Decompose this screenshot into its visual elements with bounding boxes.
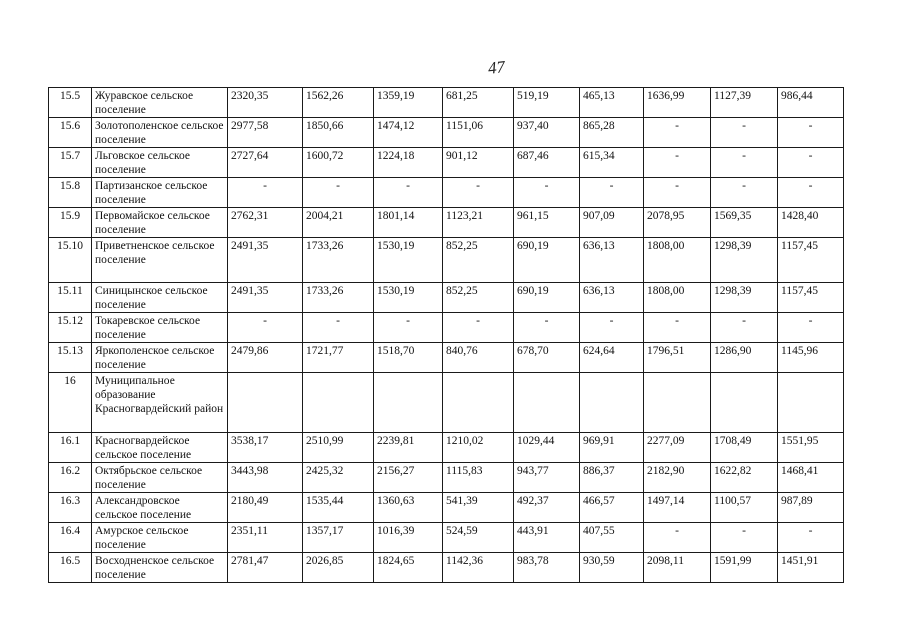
value-cell: 492,37 [514, 493, 580, 523]
value-cell: - [228, 313, 303, 343]
value-cell: 1298,39 [711, 283, 778, 313]
value-cell: 886,37 [580, 463, 644, 493]
value-cell: 624,64 [580, 343, 644, 373]
value-cell: 2026,85 [303, 553, 374, 583]
row-number: 16.3 [49, 493, 92, 523]
value-cell: 1224,18 [374, 148, 443, 178]
settlement-name: Токаревское сельское поселение [92, 313, 228, 343]
value-cell: 961,15 [514, 208, 580, 238]
value-cell: 2182,90 [644, 463, 711, 493]
table-row [49, 283, 844, 313]
table-row [49, 238, 844, 283]
value-cell: 1151,06 [443, 118, 514, 148]
value-cell: - [580, 313, 644, 343]
value-cell: 1535,44 [303, 493, 374, 523]
value-cell: - [644, 523, 711, 553]
value-cell: 1123,21 [443, 208, 514, 238]
value-cell: - [514, 313, 580, 343]
value-cell: 636,13 [580, 283, 644, 313]
value-cell: 943,77 [514, 463, 580, 493]
settlement-name: Партизанское сельское поселение [92, 178, 228, 208]
value-cell: 1468,41 [778, 463, 844, 493]
row-number: 15.9 [49, 208, 92, 238]
value-cell: - [711, 313, 778, 343]
value-cell: 2510,99 [303, 433, 374, 463]
value-cell: 2977,58 [228, 118, 303, 148]
value-cell: 2425,32 [303, 463, 374, 493]
value-cell: 1029,44 [514, 433, 580, 463]
value-cell: 1127,39 [711, 88, 778, 118]
value-cell: 840,76 [443, 343, 514, 373]
value-cell: 1721,77 [303, 343, 374, 373]
settlement-name: Яркополенское сельское поселение [92, 343, 228, 373]
row-number: 16.5 [49, 553, 92, 583]
value-cell: - [778, 523, 844, 553]
table-row [49, 373, 844, 433]
value-cell: 852,25 [443, 238, 514, 283]
settlement-name: Красногвардейское сельское поселение [92, 433, 228, 463]
row-number: 16.2 [49, 463, 92, 493]
row-number: 15.7 [49, 148, 92, 178]
value-cell: 865,28 [580, 118, 644, 148]
value-cell: 3538,17 [228, 433, 303, 463]
value-cell: 443,91 [514, 523, 580, 553]
value-cell [644, 373, 711, 433]
value-cell: 937,40 [514, 118, 580, 148]
table-row [49, 523, 844, 553]
row-number: 15.12 [49, 313, 92, 343]
value-cell: 2762,31 [228, 208, 303, 238]
value-cell: 2078,95 [644, 208, 711, 238]
value-cell: 3443,98 [228, 463, 303, 493]
value-cell: - [711, 523, 778, 553]
value-cell: - [711, 148, 778, 178]
value-cell: 466,57 [580, 493, 644, 523]
value-cell: 541,39 [443, 493, 514, 523]
table-row [49, 148, 844, 178]
value-cell: 930,59 [580, 553, 644, 583]
value-cell: - [711, 118, 778, 148]
value-cell: 465,13 [580, 88, 644, 118]
value-cell: 2004,21 [303, 208, 374, 238]
value-cell: 1801,14 [374, 208, 443, 238]
row-number: 15.8 [49, 178, 92, 208]
value-cell [778, 373, 844, 433]
row-number: 16.4 [49, 523, 92, 553]
table-row [49, 493, 844, 523]
table-row [49, 88, 844, 118]
value-cell: - [711, 178, 778, 208]
settlement-name: Приветненское сельское поселение [92, 238, 228, 283]
value-cell: 1145,96 [778, 343, 844, 373]
value-cell [374, 373, 443, 433]
settlement-name: Амурское сельское поселение [92, 523, 228, 553]
row-number: 15.6 [49, 118, 92, 148]
row-number: 15.10 [49, 238, 92, 283]
value-cell: 1016,39 [374, 523, 443, 553]
value-cell: 1210,02 [443, 433, 514, 463]
value-cell: 1298,39 [711, 238, 778, 283]
value-cell: 969,91 [580, 433, 644, 463]
value-cell: 1850,66 [303, 118, 374, 148]
value-cell: 852,25 [443, 283, 514, 313]
value-cell: 2277,09 [644, 433, 711, 463]
settlement-name: Синицынское сельское поселение [92, 283, 228, 313]
value-cell [580, 373, 644, 433]
value-cell: 2727,64 [228, 148, 303, 178]
value-cell: 1796,51 [644, 343, 711, 373]
value-cell: 1708,49 [711, 433, 778, 463]
table-row [49, 208, 844, 238]
value-cell: 1569,35 [711, 208, 778, 238]
value-cell: 1359,19 [374, 88, 443, 118]
value-cell: 2351,11 [228, 523, 303, 553]
value-cell: 1518,70 [374, 343, 443, 373]
table-row [49, 553, 844, 583]
value-cell: 901,12 [443, 148, 514, 178]
settlement-name: Льговское сельское поселение [92, 148, 228, 178]
value-cell: 2491,35 [228, 283, 303, 313]
value-cell: 983,78 [514, 553, 580, 583]
value-cell: - [514, 178, 580, 208]
value-cell: 1733,26 [303, 238, 374, 283]
table-row [49, 178, 844, 208]
value-cell: 1286,90 [711, 343, 778, 373]
value-cell: 907,09 [580, 208, 644, 238]
value-cell: 1591,99 [711, 553, 778, 583]
value-cell: 1824,65 [374, 553, 443, 583]
value-cell: 1600,72 [303, 148, 374, 178]
row-number: 15.13 [49, 343, 92, 373]
value-cell: 1562,26 [303, 88, 374, 118]
value-cell: - [778, 313, 844, 343]
value-cell: 1157,45 [778, 283, 844, 313]
value-cell: - [644, 148, 711, 178]
value-cell: 519,19 [514, 88, 580, 118]
settlement-name: Октябрьское сельское поселение [92, 463, 228, 493]
value-cell: 407,55 [580, 523, 644, 553]
value-cell: 1142,36 [443, 553, 514, 583]
value-cell: - [303, 313, 374, 343]
value-cell: 678,70 [514, 343, 580, 373]
value-cell: 636,13 [580, 238, 644, 283]
value-cell [711, 373, 778, 433]
value-cell: 1115,83 [443, 463, 514, 493]
row-number: 16 [49, 373, 92, 433]
value-cell: 1360,63 [374, 493, 443, 523]
value-cell: 2491,35 [228, 238, 303, 283]
page-number: 47 [487, 57, 506, 78]
value-cell: - [580, 178, 644, 208]
value-cell: 1808,00 [644, 238, 711, 283]
table-row [49, 313, 844, 343]
value-cell: 1530,19 [374, 238, 443, 283]
value-cell: 690,19 [514, 238, 580, 283]
settlement-name: Первомайское сельское поселение [92, 208, 228, 238]
settlement-name: Журавское сельское поселение [92, 88, 228, 118]
settlement-name: Александровское сельское поселение [92, 493, 228, 523]
value-cell: 1636,99 [644, 88, 711, 118]
value-cell: 1157,45 [778, 238, 844, 283]
value-cell: 524,59 [443, 523, 514, 553]
table-row [49, 343, 844, 373]
row-number: 15.11 [49, 283, 92, 313]
value-cell: 1100,57 [711, 493, 778, 523]
value-cell: 2098,11 [644, 553, 711, 583]
value-cell: 2156,27 [374, 463, 443, 493]
value-cell: 1530,19 [374, 283, 443, 313]
value-cell: - [778, 148, 844, 178]
row-number: 15.5 [49, 88, 92, 118]
value-cell: - [374, 313, 443, 343]
table-row [49, 118, 844, 148]
value-cell: 1451,91 [778, 553, 844, 583]
value-cell: - [644, 313, 711, 343]
value-cell: 2479,86 [228, 343, 303, 373]
value-cell [443, 373, 514, 433]
table-row [49, 433, 844, 463]
value-cell: 986,44 [778, 88, 844, 118]
value-cell: 2180,49 [228, 493, 303, 523]
settlement-name: Золотополенское сельское поселение [92, 118, 228, 148]
value-cell: 2239,81 [374, 433, 443, 463]
value-cell: 987,89 [778, 493, 844, 523]
value-cell: 1428,40 [778, 208, 844, 238]
value-cell: 681,25 [443, 88, 514, 118]
value-cell: 1733,26 [303, 283, 374, 313]
settlement-name: Муниципальное образование Красногвардейский район [92, 373, 228, 433]
value-cell: - [644, 118, 711, 148]
value-cell: 687,46 [514, 148, 580, 178]
value-cell: 1622,82 [711, 463, 778, 493]
value-cell [228, 373, 303, 433]
value-cell: - [644, 178, 711, 208]
value-cell: 1357,17 [303, 523, 374, 553]
value-cell: 1551,95 [778, 433, 844, 463]
table-row [49, 463, 844, 493]
settlement-name: Восходненское сельское поселение [92, 553, 228, 583]
value-cell: - [443, 178, 514, 208]
value-cell: 1474,12 [374, 118, 443, 148]
value-cell: - [778, 178, 844, 208]
value-cell: 2320,35 [228, 88, 303, 118]
tariff-table [48, 87, 844, 583]
value-cell: 2781,47 [228, 553, 303, 583]
row-number: 16.1 [49, 433, 92, 463]
value-cell [514, 373, 580, 433]
value-cell: - [303, 178, 374, 208]
value-cell: 690,19 [514, 283, 580, 313]
value-cell: 1808,00 [644, 283, 711, 313]
value-cell: 1497,14 [644, 493, 711, 523]
value-cell: - [778, 118, 844, 148]
value-cell: - [443, 313, 514, 343]
value-cell: 615,34 [580, 148, 644, 178]
value-cell [303, 373, 374, 433]
value-cell: - [228, 178, 303, 208]
value-cell: - [374, 178, 443, 208]
